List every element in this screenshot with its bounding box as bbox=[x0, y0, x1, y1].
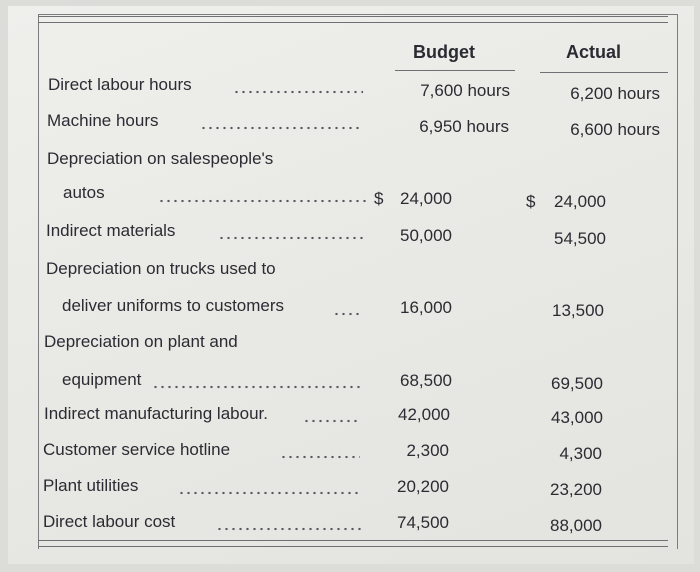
row-label-deliver-uniforms: deliver uniforms to customers bbox=[62, 296, 285, 315]
row-label-depreciation-trucks-line1: Depreciation on trucks used to bbox=[46, 259, 276, 278]
leader-dots bbox=[280, 455, 360, 459]
leader-dots bbox=[200, 126, 362, 130]
row-label-indirect-materials: Indirect materials bbox=[46, 221, 176, 240]
actual-machine-hours: 6,600 hours bbox=[570, 120, 660, 139]
actual-indirect-manufacturing-labour: 43,000 bbox=[551, 408, 603, 427]
leader-dots bbox=[233, 90, 363, 94]
budget-plant-utilities: 20,200 bbox=[397, 477, 449, 496]
row-label-customer-service-hotline: Customer service hotline bbox=[43, 440, 231, 459]
row-label-equipment: equipment bbox=[62, 370, 142, 389]
leader-dots bbox=[218, 236, 363, 240]
budget-header-rule bbox=[395, 70, 515, 71]
row-label-indirect-manufacturing-labour: Indirect manufacturing labour. bbox=[44, 404, 268, 423]
actual-depreciation-plant: 69,500 bbox=[551, 374, 603, 393]
row-label-depreciation-salespeople-line1: Depreciation on salespeople's bbox=[47, 149, 274, 168]
bottom-double-rule bbox=[38, 540, 668, 541]
actual-direct-labour-cost: 88,000 bbox=[550, 516, 602, 535]
actual-direct-labour-hours: 6,200 hours bbox=[570, 84, 660, 103]
actual-depreciation-autos: 24,000 bbox=[554, 192, 606, 211]
budget-direct-labour-hours: 7,600 hours bbox=[420, 81, 510, 100]
actual-plant-utilities: 23,200 bbox=[550, 480, 602, 499]
actual-depreciation-trucks: 13,500 bbox=[552, 301, 604, 320]
row-label-machine-hours: Machine hours bbox=[47, 111, 159, 130]
row-label-direct-labour-cost: Direct labour cost bbox=[43, 512, 176, 531]
bottom-double-rule-2 bbox=[38, 546, 668, 547]
row-label-direct-labour-hours: Direct labour hours bbox=[48, 75, 192, 94]
budget-customer-service-hotline: 2,300 bbox=[406, 441, 449, 460]
row-label-plant-utilities: Plant utilities bbox=[43, 476, 139, 495]
budget-indirect-materials: 50,000 bbox=[400, 226, 452, 245]
leader-dots bbox=[178, 491, 361, 495]
leader-dots bbox=[333, 312, 361, 316]
row-label-depreciation-plant-line1: Depreciation on plant and bbox=[44, 332, 238, 351]
budget-direct-labour-cost: 74,500 bbox=[397, 513, 449, 532]
actual-header-rule bbox=[540, 72, 668, 73]
budget-header: Budget bbox=[413, 42, 475, 62]
top-double-rule bbox=[38, 16, 668, 17]
row-label-depreciation-salespeople-autos: autos bbox=[63, 183, 105, 202]
budget-depreciation-autos: 24,000 bbox=[400, 189, 452, 208]
leader-dots bbox=[152, 385, 362, 389]
leader-dots bbox=[303, 419, 360, 423]
budget-dollar-sign: $ bbox=[374, 189, 384, 208]
actual-customer-service-hotline: 4,300 bbox=[559, 444, 602, 463]
actual-header: Actual bbox=[566, 42, 622, 62]
top-double-rule-2 bbox=[38, 22, 668, 23]
actual-indirect-materials: 54,500 bbox=[554, 229, 606, 248]
leader-dots bbox=[216, 527, 361, 531]
leader-dots bbox=[158, 199, 368, 203]
budget-depreciation-trucks: 16,000 bbox=[400, 298, 452, 317]
budget-indirect-manufacturing-labour: 42,000 bbox=[398, 405, 450, 424]
actual-dollar-sign: $ bbox=[526, 192, 536, 211]
budget-machine-hours: 6,950 hours bbox=[419, 117, 509, 136]
budget-depreciation-plant: 68,500 bbox=[400, 371, 452, 390]
